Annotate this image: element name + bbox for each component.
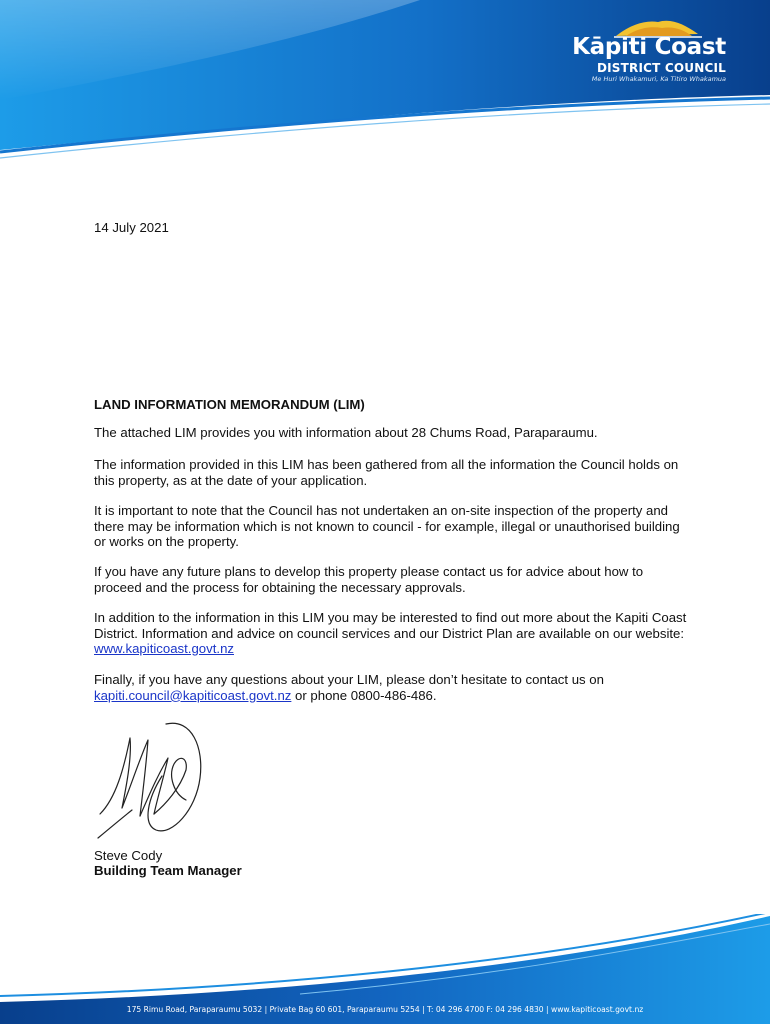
signatory-name: Steve Cody bbox=[94, 848, 163, 863]
letter-date: 14 July 2021 bbox=[94, 220, 169, 235]
logo-subtitle: DISTRICT COUNCIL bbox=[596, 61, 726, 75]
paragraph-4: If you have any future plans to develop this property please contact us for advice about how to proceed and the process for obtaining the necessary approvals. bbox=[94, 564, 644, 595]
paragraph-6-tail: or phone 0800-486-486. bbox=[291, 687, 437, 703]
paragraph-3: It is important to note that the Council has not undertaken an on-site inspection of the property and there may be information which is not known to council - for example, illegal or unauthorised building or works on the property. bbox=[94, 503, 680, 550]
paragraph-6-text: Finally, if you have any questions about your LIM, please don’t hesitate to contact us on bbox=[94, 672, 604, 687]
email-link[interactable]: kapiti.council@kapiticoast.govt.nz bbox=[94, 687, 292, 703]
council-logo bbox=[572, 14, 726, 84]
logo-tagline: Me Huri Whakamuri, Ka Titiro Whakamua bbox=[591, 75, 726, 83]
paragraph-2: The information provided in this LIM has been gathered from all the information the Council holds on this property, as at the date of your application. bbox=[94, 457, 679, 488]
paragraph-6 bbox=[94, 672, 689, 703]
website-link[interactable]: www.kapiticoast.govt.nz bbox=[94, 641, 234, 657]
paragraph-5-text: In addition to the information in this LIM you may be interested to find out more about the Kapiti Coast District. Information and advice on council services and our District Plan are available on our website: bbox=[94, 610, 687, 641]
signatory-role: Building Team Manager bbox=[94, 863, 242, 878]
paragraph-1: The attached LIM provides you with information about 28 Chums Road, Paraparaumu. bbox=[94, 425, 598, 440]
logo-name: Kāpiti Coast bbox=[572, 34, 726, 60]
letter-heading: LAND INFORMATION MEMORANDUM (LIM) bbox=[94, 397, 365, 412]
handwritten-signature bbox=[96, 718, 206, 846]
footer-contact: 175 Rimu Road, Paraparaumu 5032 | Private Bag 60 601, Paraparaumu 5254 | T: 04 296 4700 F: 04 296 4830 | www.kapiticoast.govt.nz bbox=[126, 1005, 644, 1014]
paragraph-5 bbox=[94, 610, 689, 657]
